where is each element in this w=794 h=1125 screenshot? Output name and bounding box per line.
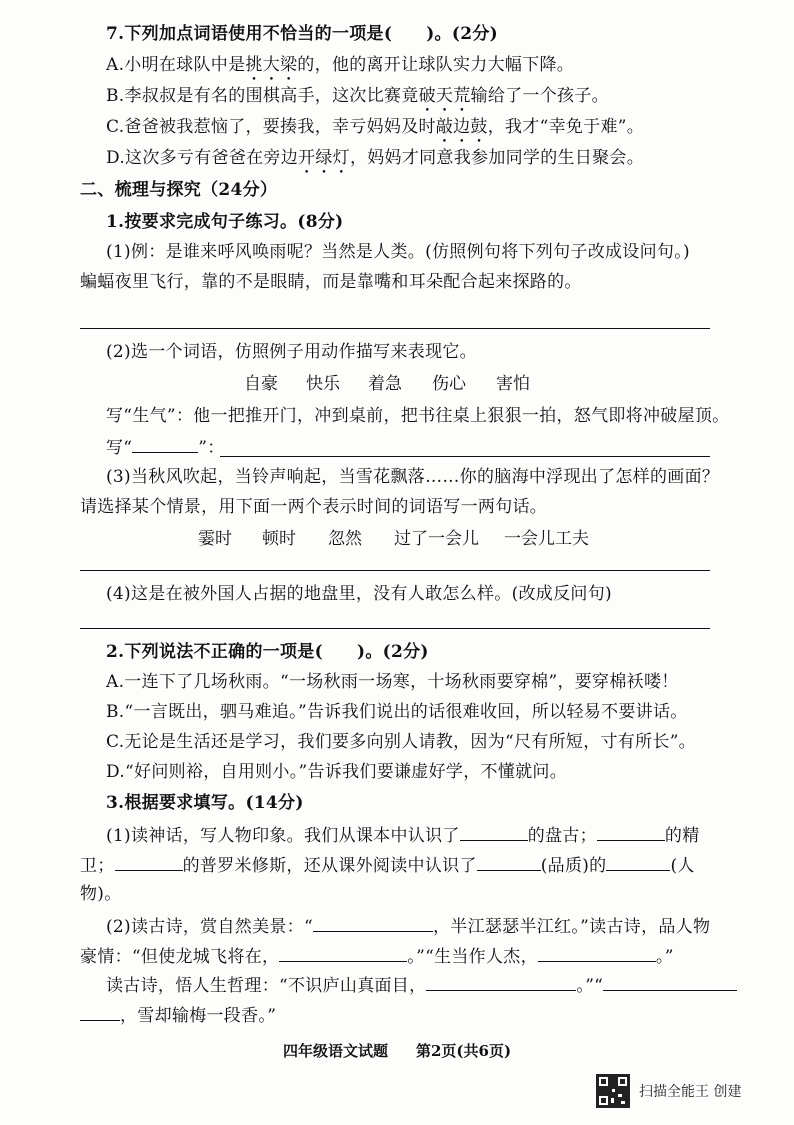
fill-blank[interactable]: [606, 852, 670, 871]
qr-code-icon: [596, 1074, 630, 1108]
s1-p3-line2: 请选择某个情景，用下面一两个表示时间的词语写一两句话。: [80, 497, 548, 517]
s3-p3-line1: 读古诗，悟人生哲理：“不识庐山真面目， 。”“: [106, 972, 737, 998]
s1-p2-write: 写“ ”：: [106, 434, 225, 460]
fill-blank[interactable]: [279, 943, 407, 962]
word-choice: 霎时: [198, 529, 232, 549]
page-footer: [0, 1040, 794, 1061]
s3-p1-line1: (1)读神话，写人物印象。我们从课本中认识了 的盘古； 的精: [106, 822, 700, 848]
footer-page-number: 第2页(共6页): [415, 1042, 512, 1060]
s3-p2-line1: (2)读古诗，赏自然美景：“ ，半江瑟瑟半江红。”读古诗，品人物: [106, 913, 710, 939]
fill-blank[interactable]: [477, 852, 541, 871]
answer-line-1[interactable]: [80, 328, 710, 329]
answer-line-3[interactable]: [80, 570, 710, 571]
s3-p3-line2: ，雪却输梅一段香。”: [80, 1002, 276, 1028]
fill-blank[interactable]: [603, 972, 737, 991]
fill-blank[interactable]: [538, 943, 656, 962]
word-choice: 害怕: [496, 374, 530, 394]
s3-title: 3.根据要求填写。(14分): [106, 793, 304, 813]
fill-blank[interactable]: [426, 972, 576, 991]
s1-p2-line1: (2)选一个词语，仿照例子用动作描写来表现它。: [106, 342, 477, 362]
fill-blank[interactable]: [460, 822, 528, 841]
s1-p3-word-list: [198, 527, 589, 551]
s1-p4-line1: (4)这是在被外国人占据的地盘里，没有人敢怎么样。(改成反问句): [106, 584, 612, 604]
s1-p1-line2: 蝙蝠夜里飞行，靠的不是眼睛，而是靠嘴和耳朵配合起来探路的。: [80, 272, 582, 292]
word-choice: 快乐: [306, 374, 340, 394]
s1-p2-example: 写“生气”：他一把推开门，冲到桌前，把书往桌上狠狠一拍，怒气即将冲破屋顶。: [106, 406, 730, 426]
fill-blank[interactable]: [313, 913, 433, 932]
word-choice: 一会儿工夫: [504, 529, 589, 549]
word-choice: 伤心: [432, 374, 466, 394]
q7-option-c: C.爸爸被我惹恼了，要揍我，幸亏妈妈及时敲边鼓，我才“幸免于难”。: [106, 117, 645, 137]
scanner-watermark: [596, 1074, 741, 1108]
s2-option-d: D.“好问则裕，自用则小。”告诉我们要谦虚好学，不懂就问。: [106, 762, 568, 782]
q7-option-a: A.小明在球队中是挑大梁的，他的离开让球队实力大幅下降。: [106, 55, 575, 75]
footer-subject: 四年级语文试题: [282, 1042, 388, 1060]
s2-title: 2.下列说法不正确的一项是( )。(2分): [106, 642, 429, 662]
s3-p1-line3: 物)。: [80, 884, 122, 904]
q7-option-b: B.李叔叔是有名的围棋高手，这次比赛竟破天荒输给了一个孩子。: [106, 86, 609, 106]
q7-option-d: D.这次多亏有爸爸在旁边开绿灯，妈妈才同意我参加同学的生日聚会。: [106, 148, 645, 168]
word-choice: 顿时: [262, 529, 296, 549]
word-choice: 忽然: [328, 529, 362, 549]
s1-p3-line1: (3)当秋风吹起，当铃声响起，当雪花飘落……你的脑海中浮现出了怎样的画面？: [106, 467, 720, 487]
word-choice: 着急: [368, 374, 402, 394]
word-choice: 过了一会儿: [394, 529, 479, 549]
s2-option-a: A.一连下了几场秋雨。“一场秋雨一场寒，十场秋雨要穿棉”，要穿棉袄喽！: [106, 672, 679, 692]
fill-blank[interactable]: [597, 822, 665, 841]
word-choice: 自豪: [244, 374, 278, 394]
answer-line-4[interactable]: [80, 628, 710, 629]
s3-p2-line2: 豪情：“但使龙城飞将在， 。”“生当作人杰， 。”: [80, 943, 674, 969]
s1-p1-line1: (1)例：是谁来呼风唤雨呢？当然是人类。(仿照例句将下列句子改成设问句。): [106, 242, 690, 262]
q7-title: 7.下列加点词语使用不恰当的一项是( )。(2分): [106, 24, 498, 44]
s2-option-b: B.“一言既出，驷马难追。”告诉我们说出的话很难收回，所以轻易不要讲话。: [106, 702, 688, 722]
watermark-text: 扫描全能王 创建: [639, 1084, 742, 1100]
s3-p1-line2: 卫； 的普罗米修斯，还从课外阅读中认识了 (品质)的 (人: [80, 852, 695, 878]
s2-option-c: C.无论是生活还是学习，我们要多向别人请教，因为“尺有所短，寸有所长”。: [106, 732, 696, 752]
s1-title: 1.按要求完成句子练习。(8分): [106, 212, 344, 232]
section-2-title: 二、梳理与探究（24分）: [80, 180, 278, 200]
answer-line-2[interactable]: [220, 456, 710, 457]
word-blank[interactable]: [132, 434, 198, 453]
s1-p2-word-list: [244, 372, 530, 396]
fill-blank[interactable]: [80, 1002, 120, 1021]
fill-blank[interactable]: [115, 852, 183, 871]
